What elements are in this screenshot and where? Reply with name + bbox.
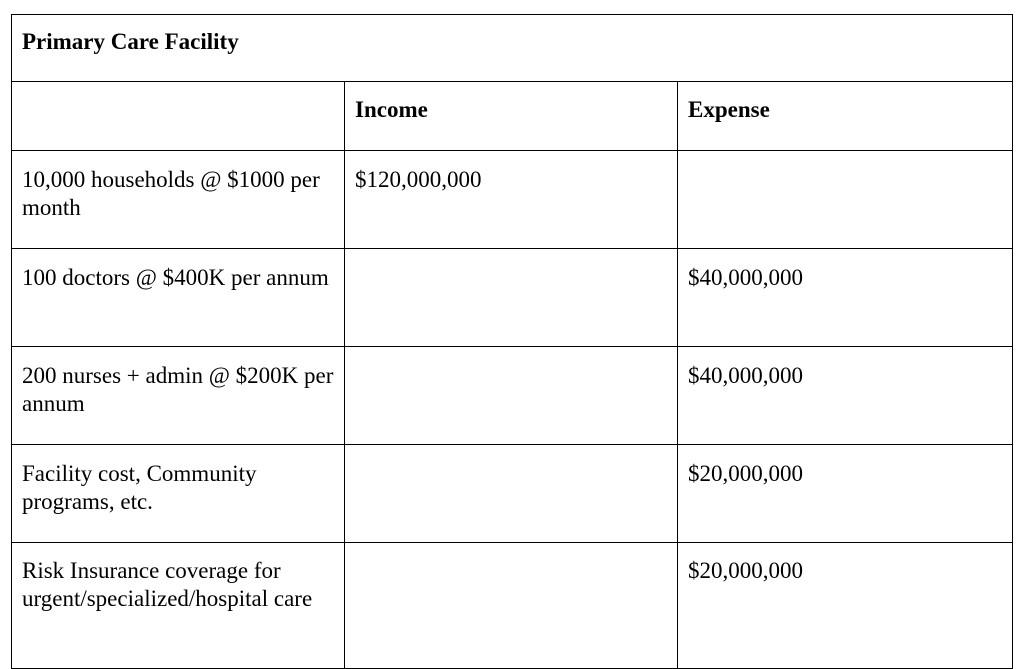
table-row (12, 249, 1013, 347)
row-expense: $20,000,000 (678, 543, 1013, 669)
row-item: 100 doctors @ $400K per annum (12, 249, 345, 347)
table-row (12, 347, 1013, 445)
table-title: Primary Care Facility (12, 15, 1013, 82)
header-expense: Expense (678, 82, 1013, 151)
header-item (12, 82, 345, 151)
primary-care-facility-table (11, 14, 1013, 669)
row-income (345, 445, 678, 543)
row-expense: $20,000,000 (678, 445, 1013, 543)
row-income (345, 543, 678, 669)
row-expense: $40,000,000 (678, 347, 1013, 445)
table-row (12, 543, 1013, 669)
row-item: 10,000 households @ $1000 per month (12, 151, 345, 249)
row-expense: $40,000,000 (678, 249, 1013, 347)
table-row (12, 151, 1013, 249)
table-header-row (12, 82, 1013, 151)
row-item: 200 nurses + admin @ $200K per annum (12, 347, 345, 445)
row-item: Risk Insurance coverage for urgent/specialized/hospital care (12, 543, 345, 669)
row-income (345, 347, 678, 445)
table-title-row (12, 15, 1013, 82)
row-income: $120,000,000 (345, 151, 678, 249)
row-item: Facility cost, Community programs, etc. (12, 445, 345, 543)
table-row (12, 445, 1013, 543)
header-income: Income (345, 82, 678, 151)
row-income (345, 249, 678, 347)
row-expense (678, 151, 1013, 249)
